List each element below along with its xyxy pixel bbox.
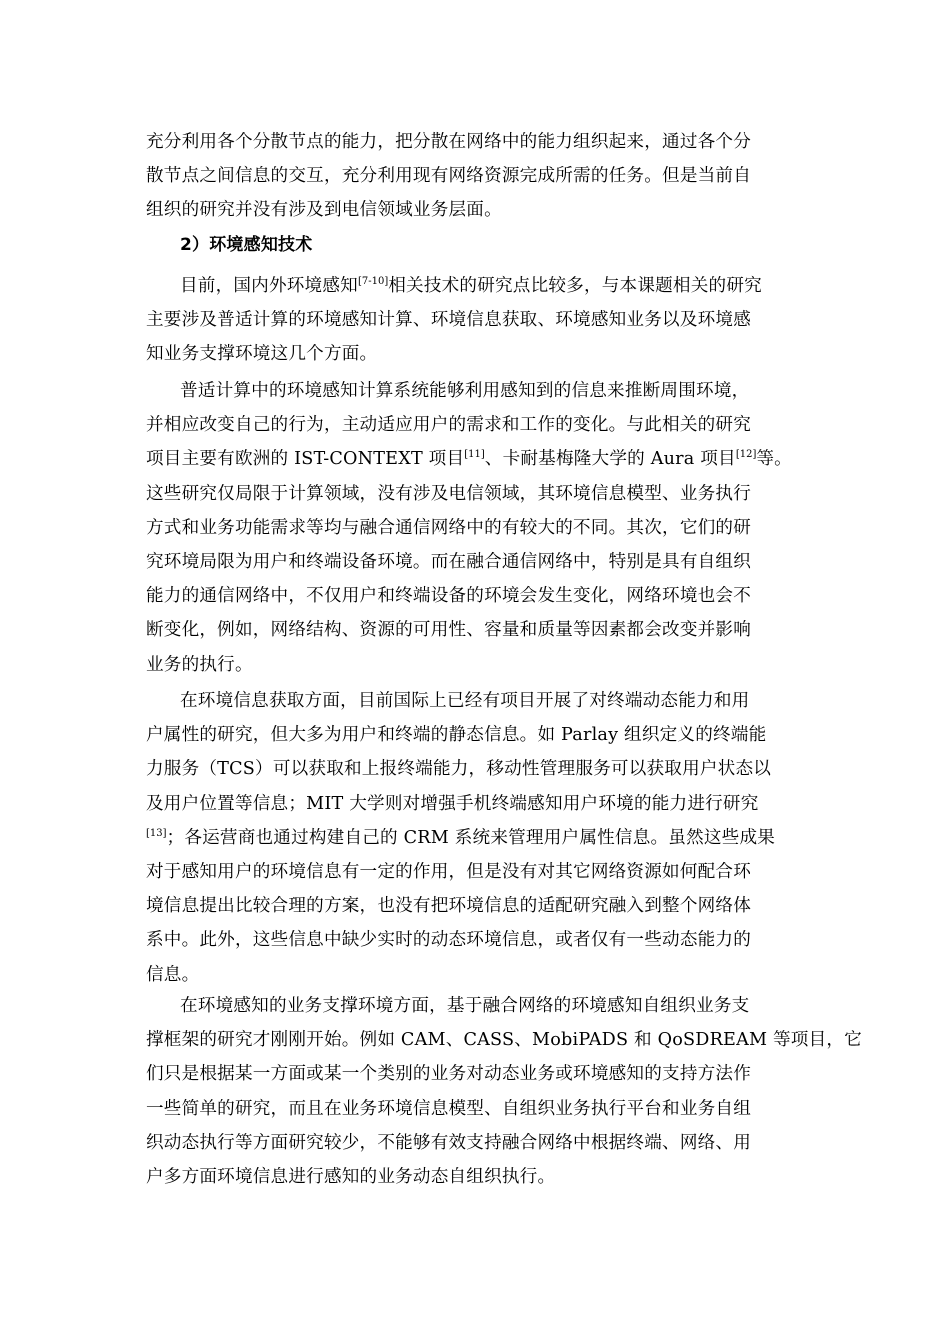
paragraph-pervasive-computing <box>146 374 808 682</box>
paragraph-service-support <box>146 989 862 1194</box>
section-heading: 2）环境感知技术 <box>180 235 313 255</box>
text-line <box>146 821 808 855</box>
text-line: 信息。 <box>146 964 200 985</box>
text-line: 们只是根据某一方面或某一个类别的业务对动态业务或环境感知的支持方法作 <box>146 1064 751 1085</box>
text-line: 在环境信息获取方面，目前国际上已经有项目开展了对终端动态能力和用 <box>180 691 750 711</box>
text-line: 业务的执行。 <box>146 654 253 675</box>
text-run: ；各运营商也通过构建自己的 CRM 系统来管理用户属性信息。虽然这些成果 <box>166 827 776 848</box>
text-line: 织动态执行等方面研究较少，不能够有效支持融合网络中根据终端、网络、用 <box>146 1132 751 1153</box>
text-line: 对于感知用户的环境信息有一定的作用，但是没有对其它网络资源如何配合环 <box>146 861 751 882</box>
text-line: 力服务（TCS）可以获取和上报终端能力，移动性管理服务可以获取用户状态以 <box>146 759 772 780</box>
citation-superscript: [11] <box>464 449 485 461</box>
citation-superscript: [7-10] <box>357 276 389 287</box>
text-line: 一些简单的研究，而且在业务环境信息模型、自组织业务执行平台和业务自组 <box>146 1098 751 1119</box>
text-run: 项目主要有欧洲的 IST-CONTEXT 项目 <box>146 449 465 470</box>
text-run: 等。 <box>756 449 792 470</box>
text-line: 撑框架的研究才刚刚开始。例如 CAM、CASS、MobiPADS 和 QoSDREAM 等项目，它 <box>146 1030 862 1051</box>
text-run: 目前，国内外环境感知 <box>180 276 358 296</box>
paragraph-context-awareness <box>146 269 808 372</box>
paragraph-intro <box>146 125 808 228</box>
paragraph-info-acquisition <box>146 684 808 992</box>
text-line <box>146 442 808 476</box>
text-line: 系中。此外，这些信息中缺少实时的动态环境信息，或者仅有一些动态能力的 <box>146 930 751 951</box>
text-line: 主要涉及普适计算的环境感知计算、环境信息获取、环境感知业务以及环境感 <box>146 310 751 331</box>
text-line: 普适计算中的环境感知计算系统能够利用感知到的信息来推断周围环境， <box>180 381 750 401</box>
text-line: 及用户位置等信息；MIT 大学则对增强手机终端感知用户环境的能力进行研究 <box>146 793 759 814</box>
section-heading-block <box>146 228 808 262</box>
text-line: 断变化，例如，网络结构、资源的可用性、容量和质量等因素都会改变并影响 <box>146 620 751 641</box>
text-line <box>146 269 808 303</box>
text-line: 知业务支撑环境这几个方面。 <box>146 344 378 365</box>
text-line: 方式和业务功能需求等均与融合通信网络中的有较大的不同。其次，它们的研 <box>146 517 751 538</box>
citation-superscript: [13] <box>146 827 167 839</box>
text-run: 、卡耐基梅隆大学的 Aura 项目 <box>484 449 736 470</box>
text-line: 组织的研究并没有涉及到电信领域业务层面。 <box>146 200 502 221</box>
text-line: 户属性的研究，但大多为用户和终端的静态信息。如 Parlay 组织定义的终端能 <box>146 725 767 746</box>
citation-superscript: [12] <box>735 449 757 461</box>
text-line: 散节点之间信息的交互，充分利用现有网络资源完成所需的任务。但是当前自 <box>146 166 751 187</box>
text-line: 究环境局限为用户和终端设备环境。而在融合通信网络中，特别是具有自组织 <box>146 551 751 572</box>
text-line: 能力的通信网络中，不仅用户和终端设备的环境会发生变化，网络环境也会不 <box>146 586 751 607</box>
text-line: 充分利用各个分散节点的能力，把分散在网络中的能力组织起来，通过各个分 <box>146 132 751 152</box>
text-line: 这些研究仅局限于计算领域，没有涉及电信领域，其环境信息模型、业务执行 <box>146 483 751 504</box>
text-run: 相关技术的研究点比较多，与本课题相关的研究 <box>388 276 762 296</box>
text-line: 户多方面环境信息进行感知的业务动态自组织执行。 <box>146 1166 556 1187</box>
text-line: 并相应改变自己的行为，主动适应用户的需求和工作的变化。与此相关的研究 <box>146 415 751 436</box>
text-line: 在环境感知的业务支撑环境方面，基于融合网络的环境感知自组织业务支 <box>180 996 750 1016</box>
text-line: 境信息提出比较合理的方案，也没有把环境信息的适配研究融入到整个网络体 <box>146 896 751 917</box>
